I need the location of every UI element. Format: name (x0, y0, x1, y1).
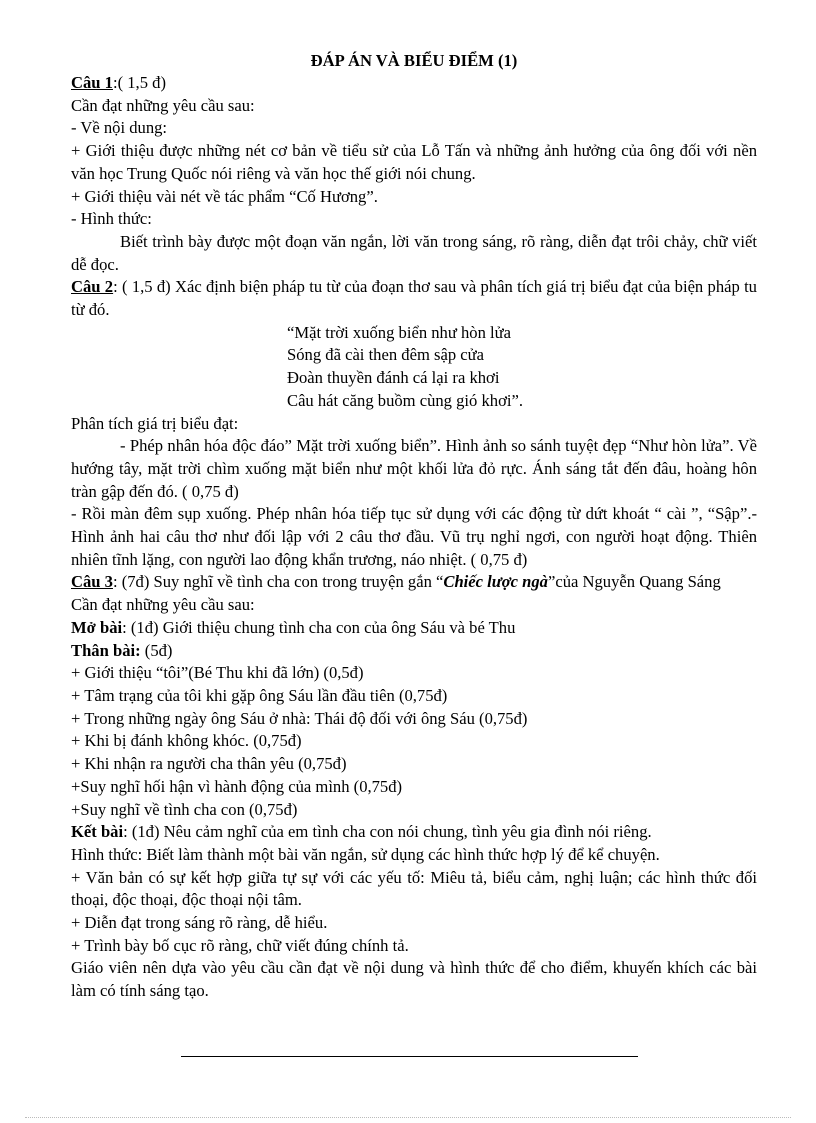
q3-body-item: +Suy nghĩ hối hận vì hành động của mình (0,75đ) (71, 776, 403, 796)
q3-form-item-1: + Văn bản có sự kết hợp giữa tự sự với các yếu tố: Miêu tả, biểu cảm, nghị luận; các hình thức đối thoại, độc thoại, độc thoại nội tâm. (71, 867, 757, 910)
q3-form-item-2: + Diễn đạt trong sáng rõ ràng, dễ hiểu. (71, 913, 328, 933)
q1-item-2: + Giới thiệu vài nét về tác phẩm “Cố Hương”. (71, 186, 378, 206)
q1-item-1: + Giới thiệu được những nét cơ bản về tiểu sử của Lỗ Tấn và những ảnh hưởng của ông đối với nền văn học Trung Quốc nói riêng và văn học thế giới nói chung. (71, 141, 757, 183)
answer-key-document (71, 50, 757, 1003)
q3-body-label: Thân bài: (71, 640, 141, 660)
q3-end-text: : (1đ) Nêu cảm nghĩ của em tình cha con nói chung, tình yêu gia đình nói riêng. (123, 822, 652, 842)
q1-heading (71, 72, 757, 95)
poem-line: Sóng đã cài then đêm sập cửa (287, 345, 484, 365)
q1-intro: Cần đạt những yêu cầu sau: (71, 95, 255, 115)
q3-label: Câu 3 (71, 572, 113, 592)
q3-body-item: + Trong những ngày ông Sáu ở nhà: Thái độ đối với ông Sáu (0,75đ) (71, 708, 528, 728)
q3-body-item: + Khi nhận ra người cha thân yêu (0,75đ) (71, 754, 347, 774)
q3-body-item: + Giới thiệu “tôi”(Bé Thu khi đã lớn) (0,5đ) (71, 663, 364, 683)
q3-body (71, 640, 757, 663)
q3-open-label: Mở bài (71, 617, 123, 637)
q3-question-post: ”của Nguyễn Quang Sáng (547, 572, 721, 592)
poem-line: Đoàn thuyền đánh cá lại ra khơi (287, 368, 500, 388)
page-bottom-dotted-line (25, 1117, 791, 1118)
q2-heading (71, 276, 757, 321)
q1-points: :( 1,5 đ) (112, 73, 166, 92)
q3-form-line: Hình thức: Biết làm thành một bài văn ngắn, sử dụng các hình thức hợp lý để kể chuyện. (71, 844, 660, 864)
q1-form-label: - Hình thức: (71, 209, 152, 229)
q2-analysis-label: Phân tích giá trị biểu đạt: (71, 413, 239, 433)
q2-poem (287, 322, 757, 413)
poem-line: “Mặt trời xuống biển như hòn lửa (287, 322, 512, 342)
q2-analysis-para-2: - Rồi màn đêm sụp xuống. Phép nhân hóa tiếp tục sử dụng với các động từ dứt khoát “ cài ”, “Sập”.- Hình ảnh hai câu thơ như đối lập với 2 câu thơ đầu. Vũ trụ nghỉ ngơi, con người hoạt động. Thiên nhiên tĩnh lặng, con người lao động khẩn trương, náo nhiệt. ( 0,75 đ) (71, 504, 757, 569)
q3-end (71, 821, 757, 844)
q3-heading (71, 571, 757, 594)
q2-label: Câu 2 (71, 277, 114, 297)
q3-open (71, 617, 757, 640)
q1-label: Câu 1 (71, 73, 113, 92)
q1-content-label: - Về nội dung: (71, 118, 168, 138)
q3-question-pre: : (7đ) Suy nghĩ về tình cha con trong truyện gắn “ (112, 572, 444, 592)
q3-body-item: + Khi bị đánh không khóc. (0,75đ) (71, 731, 302, 751)
document-title (71, 50, 757, 72)
title-text: ĐÁP ÁN VÀ BIỂU ĐIỂM (1) (310, 51, 518, 70)
q3-body-item: + Tâm trạng của tôi khi gặp ông Sáu lần đầu tiên (0,75đ) (71, 685, 448, 705)
q3-open-text: : (1đ) Giới thiệu chung tình cha con của ông Sáu và bé Thu (122, 617, 516, 637)
q1-form-text: Biết trình bày được một đoạn văn ngắn, lời văn trong sáng, rõ ràng, diễn đạt trôi chảy, chữ viết dễ đọc. (71, 231, 757, 274)
end-divider (181, 1056, 638, 1057)
q3-body-points: (5đ) (140, 640, 173, 660)
q3-end-label: Kết bài (71, 822, 124, 842)
poem-line: Câu hát căng buồm cùng gió khơi”. (287, 390, 523, 410)
q3-work-title: Chiếc lược ngà (443, 572, 548, 592)
teacher-note: Giáo viên nên dựa vào yêu cầu cần đạt về nội dung và hình thức để cho điểm, khuyến khích các bài làm có tính sáng tạo. (71, 958, 757, 1001)
q3-form-item-3: + Trình bày bố cục rõ ràng, chữ viết đúng chính tả. (71, 935, 409, 955)
q3-intro: Cần đạt những yêu cầu sau: (71, 595, 255, 615)
q2-analysis-para-1: - Phép nhân hóa độc đáo” Mặt trời xuống biển”. Hình ảnh so sánh tuyệt đẹp “Như hòn lửa”. Về hướng tây, mặt trời chìm xuống mặt biển như một khối lửa đỏ rực. Ánh sáng tắt đến đâu, hoàng hôn tràn gập đến đó. ( 0,75 đ) (71, 436, 757, 501)
q2-question: : ( 1,5 đ) Xác định biện pháp tu từ của đoạn thơ sau và phân tích giá trị biểu đạt của biện pháp tu từ đó. (71, 277, 757, 320)
q3-body-item: +Suy nghĩ về tình cha con (0,75đ) (71, 799, 298, 819)
